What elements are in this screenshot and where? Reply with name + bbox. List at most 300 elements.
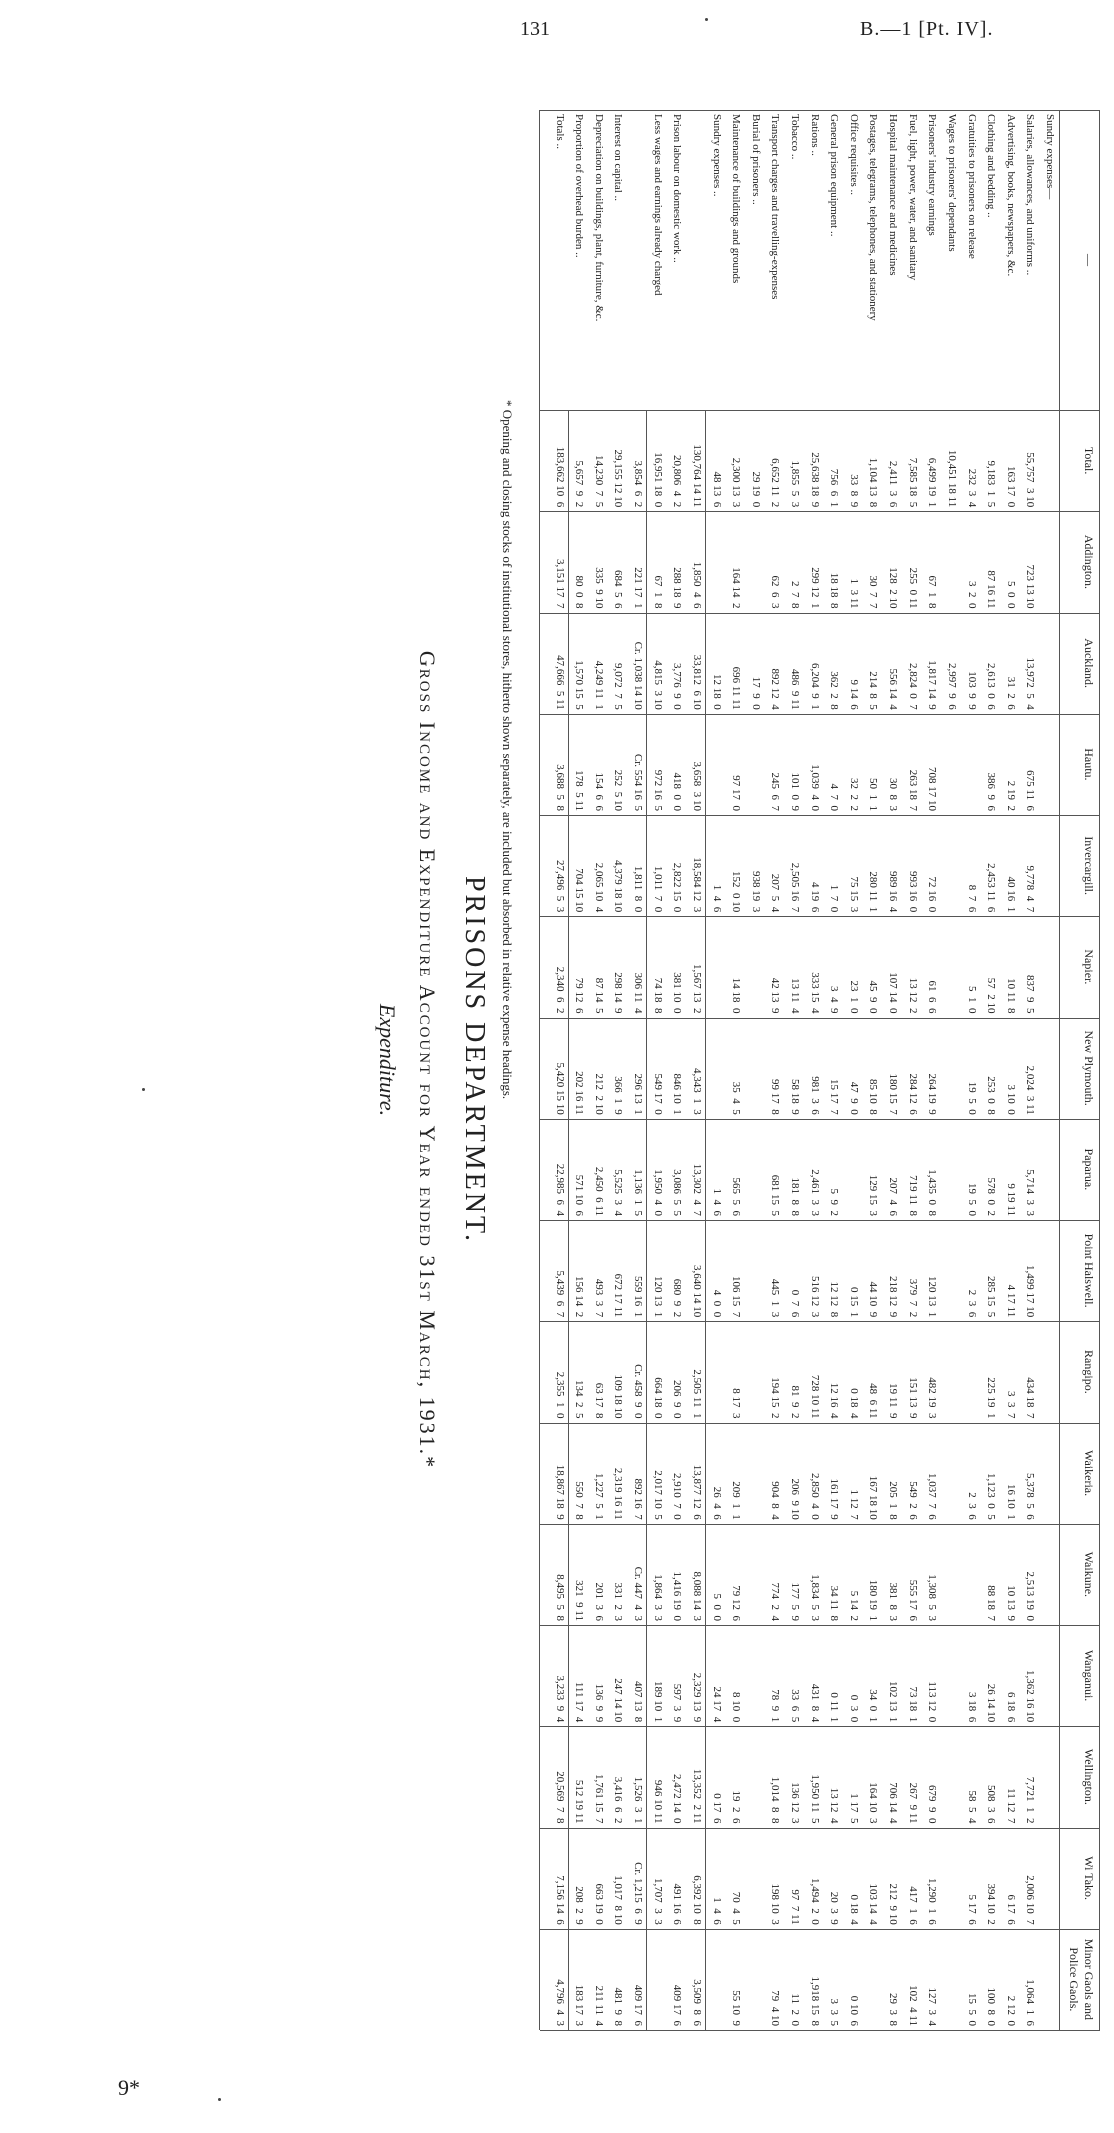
table-cell: 48 13 6	[710, 471, 723, 508]
table-cell: 578 0 2	[985, 1177, 998, 1216]
footnote: * Opening and closing stocks of institutional stores, hitherto shown separately, are included but absorbed in relative expense headings.	[500, 400, 515, 1100]
table-cell: 0 11 1	[828, 1692, 841, 1723]
table-cell: 10 13 9	[1004, 1585, 1017, 1621]
table-cell: 87 16 11	[985, 570, 998, 609]
table-cell: 1,017 8 10	[612, 1875, 625, 1925]
table-cell: 87 14 5	[592, 977, 605, 1014]
column-header: Rangipo.	[1082, 1350, 1096, 1394]
row-label: Hospital maintenance and medicines	[887, 114, 900, 276]
table-cell: 3,416 6 2	[612, 1776, 625, 1824]
table-cell: 0 17 6	[710, 1793, 723, 1824]
table-cell: 18,867 18 9	[553, 1464, 566, 1520]
table-cell: 8 10 0	[730, 1692, 743, 1723]
table-cell: 486 9 11	[789, 668, 801, 710]
document-reference: B.—1 [Pt. IV].	[860, 18, 994, 40]
table-cell: 284 12 6	[906, 1073, 919, 1115]
table-cell: 88 18 7	[985, 1585, 998, 1621]
row-label: Totals ..	[553, 114, 566, 149]
table-cell: 394 10 2	[985, 1883, 998, 1925]
table-cell: 1,817 14 9	[926, 660, 939, 710]
table-cell: 253 0 8	[985, 1076, 998, 1115]
table-cell: 1,707 3 3	[651, 1878, 664, 1925]
table-cell: 684 5 6	[612, 570, 625, 609]
table-cell: 189 10 1	[651, 1681, 664, 1723]
table-cell: 4 17 11	[1004, 1284, 1017, 1318]
table-cell: 163 17 0	[1004, 466, 1017, 508]
row-label: Rations ..	[808, 114, 821, 156]
table-cell: 9 14 6	[847, 679, 860, 710]
table-cell: 109 18 10	[612, 1374, 625, 1419]
table-cell: 50 1 1	[867, 778, 880, 811]
table-cell: 0 15 1	[847, 1287, 860, 1318]
table-cell: 0 18 4	[847, 1894, 860, 1925]
column-header: Paparua.	[1082, 1148, 1096, 1191]
table-cell: 431 8 4	[808, 1683, 821, 1723]
table-cell: 18,584 12 3	[690, 857, 703, 913]
table-cell: 2,513 19 0	[1024, 1571, 1037, 1621]
table-cell: 407 13 8	[632, 1681, 645, 1723]
table-cell: 101 0 9	[789, 772, 801, 811]
table-cell: 386 9 6	[985, 772, 998, 811]
table-cell: 167 18 10	[867, 1475, 880, 1520]
table-cell: 434 18 7	[1024, 1377, 1037, 1419]
table-cell: 2,355 1 0	[553, 1371, 566, 1419]
table-cell: 2,997 9 6	[945, 663, 958, 710]
row-label: Fuel, light, power, water, and sanitary	[906, 114, 919, 281]
table-cell: 5,657 9 2	[573, 460, 586, 508]
table-cell: 103 14 4	[867, 1883, 880, 1925]
table-cell: 12 16 4	[828, 1382, 841, 1419]
table-cell: 4,343 1 3	[690, 1068, 703, 1115]
table-cell: 1,499 17 10	[1024, 1265, 1037, 1318]
table-cell: 15 17 7	[828, 1079, 841, 1115]
table-cell: 299 12 1	[808, 567, 821, 609]
table-cell: 493 3 7	[592, 1278, 605, 1318]
table-cell: 20,806 4 2	[671, 455, 684, 508]
table-cell: 27,496 5 3	[553, 860, 566, 913]
table-cell: 938 19 3	[749, 871, 762, 913]
table-cell: 35 4 5	[730, 1081, 743, 1115]
row-label: Gratuities to prisoners on release	[965, 114, 978, 259]
table-cell: 418 0 0	[671, 772, 684, 811]
table-cell: 225 19 1	[985, 1377, 998, 1419]
column-header: Auckland.	[1082, 638, 1096, 688]
table-cell: 6,392 10 8	[690, 1875, 703, 1925]
page-subtitle: Gross Income and Expenditure Account for Year ended 31st March, 1931.*	[415, 650, 440, 1470]
table-cell: 2,505 11 1	[690, 1369, 703, 1419]
table-cell: 19 5 0	[965, 1183, 978, 1216]
table-cell: 9 19 11	[1004, 1183, 1017, 1216]
table-cell: 0 3 0	[847, 1694, 860, 1723]
row-label: Sundry expenses ..	[710, 114, 723, 197]
table-cell: 20 3 9	[828, 1891, 841, 1925]
table-cell: 0 18 4	[847, 1388, 860, 1419]
table-cell: 212 9 10	[887, 1883, 900, 1925]
table-cell: 8 7 6	[965, 884, 978, 913]
table-cell: 74 18 8	[651, 977, 664, 1014]
table-cell: 129 15 3	[867, 1174, 880, 1216]
table-cell: 555 17 6	[906, 1579, 919, 1621]
table-cell: 67 1 8	[926, 575, 939, 609]
table-cell: Cr. 1,038 14 10	[632, 641, 645, 710]
table-cell: 1,123 0 5	[985, 1473, 998, 1520]
row-rule	[1059, 110, 1060, 2030]
table-cell: 34 11 8	[828, 1585, 841, 1621]
table-cell: 11 12 7	[1004, 1788, 1017, 1824]
table-cell: 152 0 10	[730, 871, 743, 913]
table-cell: 183,662 10 6	[553, 446, 566, 508]
table-cell: 362 2 8	[828, 671, 841, 710]
table-cell: 33 6 5	[789, 1689, 801, 1723]
table-cell: 2,411 3 6	[887, 460, 900, 508]
table-cell: 3,854 6 2	[632, 460, 645, 508]
table-cell: 0 10 6	[847, 1995, 860, 2026]
table-cell: 296 13 1	[632, 1073, 645, 1115]
table-cell: 571 10 6	[573, 1174, 586, 1216]
table-cell: 207 4 6	[887, 1177, 900, 1216]
page-title: PRISONS DEPARTMENT.	[459, 875, 490, 1245]
table-cell: 2,822 15 0	[671, 862, 684, 913]
row-label: Prison labour on domestic work ..	[671, 114, 684, 263]
table-cell: 111 17 4	[573, 1681, 586, 1723]
table-cell: 67 1 8	[651, 575, 664, 609]
column-header: Wanganui.	[1082, 1649, 1096, 1702]
table-cell: 550 7 8	[573, 1481, 586, 1520]
table-cell: 57 2 10	[985, 977, 998, 1014]
table-cell: 207 5 4	[769, 873, 782, 913]
table-cell: 8,088 14 3	[690, 1571, 703, 1621]
table-cell: 1,950 4 0	[651, 1169, 664, 1216]
table-cell: 70 4 5	[730, 1891, 743, 1925]
table-cell: 1,834 5 3	[808, 1574, 821, 1621]
table-cell: 16 10 1	[1004, 1484, 1017, 1520]
table-cell: 10 11 8	[1004, 978, 1017, 1014]
table-cell: 2,450 6 11	[592, 1166, 605, 1216]
table-cell: 549 2 6	[906, 1481, 919, 1520]
table-cell: 100 8 0	[985, 1987, 998, 2026]
table-cell: 63 17 8	[592, 1382, 605, 1419]
table-cell: 10,451 18 11	[945, 449, 958, 508]
table-cell: 5,714 3 3	[1024, 1169, 1037, 1216]
column-header: Addington.	[1082, 534, 1096, 590]
row-label: Depreciation on buildings, plant, furniture, &c.	[592, 114, 605, 322]
table-cell: 1,011 7 0	[651, 865, 664, 913]
table-cell: 2,505 16 7	[789, 862, 801, 913]
table-cell: 19 5 0	[965, 1081, 978, 1115]
table-cell: 706 14 4	[887, 1782, 900, 1824]
table-cell: 19 2 6	[730, 1790, 743, 1824]
table-cell: 285 15 5	[985, 1276, 998, 1318]
table-cell: 32 2 2	[847, 778, 860, 811]
table-cell: 1 7 0	[828, 884, 841, 913]
table-cell: 12 12 8	[828, 1281, 841, 1318]
table-cell: 136 12 3	[789, 1782, 801, 1824]
table-cell: 3 18 6	[965, 1692, 978, 1723]
row-label: Sundry expenses—	[1044, 114, 1056, 200]
table-cell: 161 17 9	[828, 1478, 841, 1520]
table-cell: 680 9 2	[671, 1278, 684, 1318]
table-cell: 81 9 2	[789, 1385, 801, 1419]
table-cell: 34 0 1	[867, 1689, 880, 1723]
table-cell: 1 4 6	[710, 1188, 723, 1216]
column-rule	[540, 2030, 1100, 2031]
table-cell: 1,761 15 7	[592, 1774, 605, 1824]
table-cell: 559 16 1	[632, 1276, 645, 1318]
table-cell: 58 5 4	[965, 1790, 978, 1824]
table-cell: 16,951 18 0	[651, 452, 664, 508]
table-cell: 2,850 4 0	[808, 1473, 821, 1520]
table-cell: 1,039 4 0	[808, 764, 821, 811]
table-cell: 981 3 6	[808, 1076, 821, 1115]
table-cell: 946 10 11	[651, 1779, 664, 1824]
table-cell: 704 15 10	[573, 868, 586, 913]
table-cell: 1,567 13 2	[690, 964, 703, 1014]
column-header: Waikeria.	[1082, 1450, 1096, 1497]
table-cell: 1,308 5 3	[926, 1574, 939, 1621]
table-cell: 1,811 8 0	[632, 865, 645, 913]
table-cell: 837 9 5	[1024, 975, 1037, 1014]
table-cell: 102 4 11	[906, 1985, 919, 2026]
column-header: Waikune.	[1082, 1551, 1096, 1598]
table-cell: 892 16 7	[632, 1478, 645, 1520]
table-cell: 1,850 4 6	[690, 561, 703, 609]
table-cell: 62 6 3	[769, 575, 782, 609]
row-rule	[705, 410, 706, 2030]
row-rule	[646, 410, 647, 2030]
table-cell: 13,352 2 11	[690, 1768, 703, 1824]
table-cell: 1,494 2 0	[808, 1878, 821, 1925]
table-cell: 6,204 9 1	[808, 663, 821, 710]
table-cell: 7,721 1 2	[1024, 1776, 1037, 1824]
table-cell: 29 19 0	[749, 471, 762, 508]
table-cell: 2,453 11 6	[985, 863, 998, 913]
table-cell: 4,815 3 10	[651, 660, 664, 710]
table-cell: 25,638 18 9	[808, 452, 821, 508]
table-cell: 4,249 11 1	[592, 660, 605, 710]
table-cell: 3 3 7	[1004, 1391, 1017, 1419]
table-cell: 5,525 3 4	[612, 1169, 625, 1216]
table-cell: 30 8 3	[887, 778, 900, 811]
column-header: Wi Tako.	[1082, 1856, 1096, 1901]
table-cell: 120 13 1	[926, 1276, 939, 1318]
table-cell: 97 7 11	[789, 1889, 801, 1925]
table-cell: 180 15 7	[887, 1073, 900, 1115]
table-cell: 47,666 5 11	[553, 655, 566, 710]
table-cell: 1 17 5	[847, 1793, 860, 1824]
table-cell: 1,037 7 6	[926, 1473, 939, 1520]
table-cell: 14 18 0	[730, 977, 743, 1014]
column-header: Napier.	[1082, 949, 1096, 985]
table-cell: 33 8 9	[847, 474, 860, 508]
table-cell: 103 9 9	[965, 671, 978, 710]
table-cell: 106 15 7	[730, 1276, 743, 1318]
row-label: Prisoners' industry earnings	[926, 114, 939, 236]
table-cell: 263 18 7	[906, 769, 919, 811]
table-cell: 12 18 0	[710, 674, 723, 710]
table-cell: 3,086 5 5	[671, 1169, 684, 1216]
table-cell: 5 14 2	[847, 1590, 860, 1621]
table-cell: 1,855 5 3	[789, 460, 801, 508]
table-cell: 79 12 6	[730, 1585, 743, 1621]
table-cell: 2,006 10 7	[1024, 1875, 1037, 1925]
table-cell: 55,757 3 10	[1024, 452, 1037, 508]
table-cell: 58 18 9	[789, 1079, 801, 1115]
table-cell: 107 14 0	[887, 972, 900, 1014]
table-cell: 42 13 9	[769, 977, 782, 1014]
table-cell: 127 3 4	[926, 1987, 939, 2026]
table-cell: 696 11 11	[730, 666, 743, 710]
table-cell: 2,472 14 0	[671, 1774, 684, 1824]
table-cell: 75 15 3	[847, 876, 860, 913]
table-cell: 556 14 4	[887, 668, 900, 710]
table-cell: 9,778 4 7	[1024, 865, 1037, 913]
table-cell: 549 17 0	[651, 1073, 664, 1115]
table-cell: 2 3 6	[965, 1492, 978, 1520]
row-label: Maintenance of buildings and grounds	[730, 114, 743, 284]
table-cell: 208 2 9	[573, 1886, 586, 1925]
table-cell: 3 4 9	[828, 986, 841, 1014]
table-cell: 1,526 3 1	[632, 1776, 645, 1824]
table-cell: 6,499 19 1	[926, 457, 939, 508]
table-cell: 708 17 10	[926, 767, 939, 811]
table-cell: 904 8 4	[769, 1481, 782, 1520]
table-cell: 79 4 10	[769, 1990, 782, 2026]
table-cell: 206 9 10	[789, 1478, 801, 1520]
table-cell: 23 1 0	[847, 980, 860, 1014]
table-cell: 1 3 11	[847, 578, 860, 609]
table-cell: 113 12 0	[926, 1681, 939, 1723]
table-cell: 164 14 2	[730, 567, 743, 609]
table-cell: 14,230 7 5	[592, 455, 605, 508]
row-rule	[1099, 110, 1100, 2030]
table-cell: 3,509 8 6	[690, 1979, 703, 2026]
table-cell: 8 17 3	[730, 1388, 743, 1419]
table-cell: 445 1 3	[769, 1278, 782, 1318]
table-cell: 7,585 18 5	[906, 457, 919, 508]
table-cell: 181 8 8	[789, 1177, 801, 1216]
table-cell: 3,658 3 10	[690, 761, 703, 811]
table-cell: 252 5 10	[612, 769, 625, 811]
table-cell: 61 6 6	[926, 980, 939, 1014]
table-cell: 78 9 1	[769, 1689, 782, 1723]
table-cell: 681 15 5	[769, 1174, 782, 1216]
table-cell: 29,155 12 10	[612, 449, 625, 508]
table-cell: 2,024 3 11	[1024, 1065, 1037, 1115]
table-cell: 3 2 0	[965, 581, 978, 609]
table-cell: 156 14 2	[573, 1276, 586, 1318]
table-cell: 409 17 6	[671, 1984, 684, 2026]
table-cell: 40 16 1	[1004, 876, 1017, 913]
table-cell: 1,064 1 6	[1024, 1979, 1037, 2026]
table-cell: 989 16 4	[887, 871, 900, 913]
table-cell: 178 5 11	[573, 770, 586, 811]
table-cell: 205 1 8	[887, 1481, 900, 1520]
table-cell: 5 1 0	[965, 986, 978, 1014]
row-label: General prison equipment ..	[828, 114, 841, 237]
table-cell: 194 15 2	[769, 1377, 782, 1419]
table-cell: 288 18 9	[671, 567, 684, 609]
table-cell: 11 2 0	[789, 1993, 801, 2026]
table-cell: 664 18 0	[651, 1377, 664, 1419]
table-cell: 164 10 3	[867, 1782, 880, 1824]
table-cell: 206 9 0	[671, 1380, 684, 1419]
table-cell: 79 12 6	[573, 977, 586, 1014]
table-cell: 20,569 7 8	[553, 1771, 566, 1824]
table-cell: 892 12 4	[769, 668, 782, 710]
table-cell: 9,072 7 5	[612, 663, 625, 710]
table-cell: 2,461 3 3	[808, 1169, 821, 1216]
table-cell: 321 9 11	[573, 1580, 586, 1621]
table-cell: 1,864 3 3	[651, 1574, 664, 1621]
table-cell: 993 16 0	[906, 871, 919, 913]
table-cell: 267 9 11	[906, 1782, 919, 1824]
column-header: Minor Gaols and Police Gaols.	[1067, 1938, 1096, 2021]
table-cell: 209 1 1	[730, 1481, 743, 1520]
table-cell: 13 12 2	[906, 977, 919, 1014]
table-cell: 255 0 11	[906, 567, 919, 609]
table-cell: 2 7 8	[789, 581, 801, 609]
table-cell: 17 9 0	[749, 676, 762, 710]
table-cell: 80 0 8	[573, 575, 586, 609]
table-cell: 1 4 6	[710, 884, 723, 913]
table-cell: 24 17 4	[710, 1686, 723, 1723]
column-header: New Plymouth.	[1082, 1030, 1096, 1106]
row-label: Salaries, allowances, and uniforms ..	[1024, 114, 1037, 276]
table-cell: 512 19 11	[573, 1779, 586, 1824]
table-cell: 5,378 5 6	[1024, 1473, 1037, 1520]
table-cell: 4 19 6	[808, 882, 821, 913]
table-cell: 1,416 19 0	[671, 1571, 684, 1621]
table-cell: 3,233 9 4	[553, 1675, 566, 1723]
table-cell: 2 3 6	[965, 1289, 978, 1318]
row-label: Burial of prisoners ..	[749, 114, 762, 205]
table-cell: 5,420 15 10	[553, 1062, 566, 1115]
column-header: Wellington.	[1082, 1748, 1096, 1805]
table-cell: 177 5 9	[789, 1582, 801, 1621]
table-cell: 1 4 6	[710, 1897, 723, 1925]
table-cell: 3,688 5 8	[553, 764, 566, 811]
table-cell: 2 19 2	[1004, 780, 1017, 811]
table-cell: 15 5 0	[965, 1993, 978, 2026]
table-cell: 417 1 6	[906, 1886, 919, 1925]
table-cell: 6 17 6	[1004, 1894, 1017, 1925]
column-rule	[540, 110, 1100, 111]
table-cell: 120 13 1	[651, 1276, 664, 1318]
row-label: Office requisites ..	[847, 114, 860, 196]
table-cell: 99 17 8	[769, 1079, 782, 1115]
table-cell: 1,104 13 8	[867, 457, 880, 508]
table-cell: 73 18 1	[906, 1686, 919, 1723]
row-label: Postages, telegrams, telephones, and stationery	[867, 114, 880, 321]
table-cell: 8,495 5 8	[553, 1574, 566, 1621]
row-rule	[539, 110, 540, 2030]
table-cell: 3,640 14 10	[690, 1265, 703, 1318]
row-label: Clothing and bedding ..	[985, 114, 998, 218]
table-cell: 2,329 13 9	[690, 1672, 703, 1723]
table-cell: 128 2 10	[887, 567, 900, 609]
row-label: Less wages and earnings already charged	[651, 114, 664, 296]
table-cell: 5,439 6 7	[553, 1270, 566, 1318]
table-cell: 381 8 3	[887, 1582, 900, 1621]
table-cell: 13,972 5 4	[1024, 657, 1037, 710]
row-label: Interest on capital ..	[612, 114, 625, 202]
table-cell: 306 11 4	[632, 972, 645, 1014]
table-cell: 1,435 0 8	[926, 1169, 939, 1216]
table-cell: 221 17 1	[632, 567, 645, 609]
column-header: Total.	[1082, 446, 1096, 475]
table-cell: 3,776 9 0	[671, 663, 684, 710]
row-label: Tobacco ..	[789, 114, 801, 160]
